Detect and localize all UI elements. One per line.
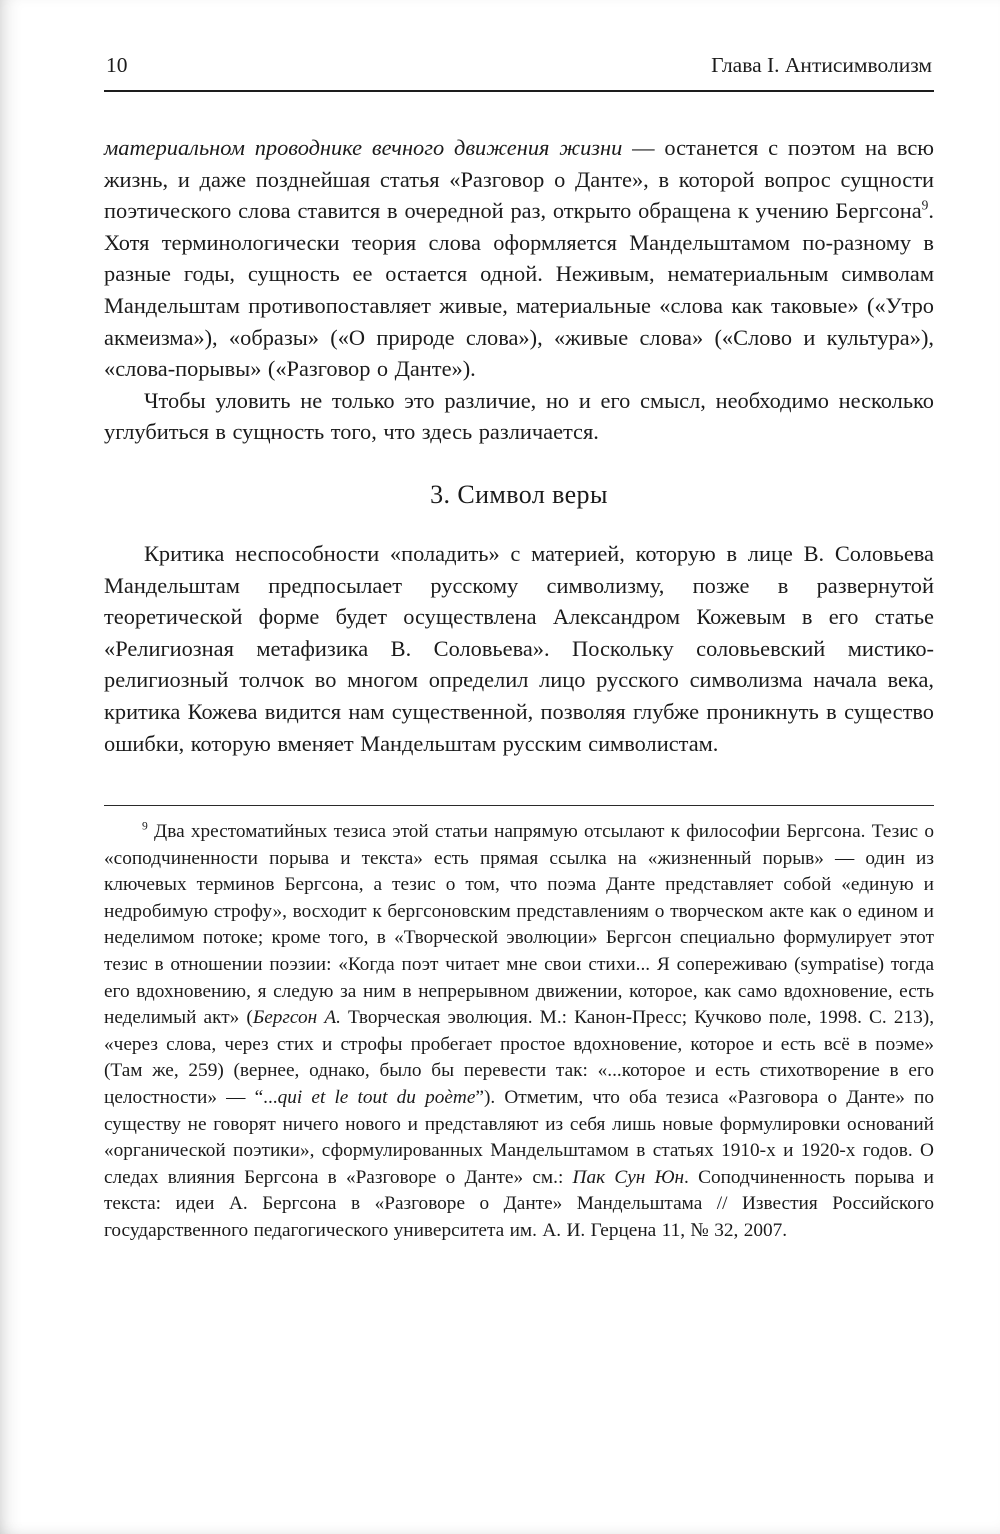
footnote-rule bbox=[104, 805, 934, 806]
italic-text-run: материальном проводнике вечного движения жизни bbox=[104, 135, 623, 160]
footnote-list bbox=[104, 819, 934, 1245]
text-run: . Хотя терминологически теория слова оформляется Мандельштамом по-разному в разные годы, сущность ее остается одной. Неживым, нематериальным символам Мандельштам противопоставляет живые, материальные «слова как таковые» («Утро акмеизма»), «образы» («О природе слова»), «живые слова» («Слово и культура»), «слова-порывы» («Разговор о Данте»). bbox=[104, 198, 934, 382]
header-rule bbox=[104, 90, 934, 92]
body-paragraph bbox=[104, 385, 934, 448]
italic-text-run: Пак Сун Юн bbox=[572, 1166, 685, 1188]
running-head bbox=[104, 52, 934, 90]
footnote bbox=[104, 819, 934, 1245]
text-run: . Соподчиненность порыва и текста: идеи А. Бергсона в «Разговоре о Данте» Мандельштама // Известия Российского государственного педагогического университета им. А. И. Герцена 11, № 32, 2007. bbox=[104, 1166, 934, 1241]
text-run: — останется с поэтом на всю жизнь, и даже позднейшая статья «Разговор о Данте», в которой вопрос сущности поэтического слова ставится в очередной раз, открыто обращена к учению Бергсона bbox=[104, 135, 934, 224]
section-heading: 3. Символ веры bbox=[430, 479, 608, 509]
body-paragraph bbox=[104, 132, 934, 385]
page-body bbox=[104, 132, 934, 759]
text-run: Творческая эволюция. М.: Канон-Пресс; Кучково поле, 1998. С. 213), «через слова, через стих и строфы пробегает простое вдохновение, которое и есть всё в поэме» (Там же, 259) (вернее, однако, было бы перевести так: «...которое и есть стихотворение в его целостности» — “... bbox=[104, 1007, 935, 1109]
page-number: 10 bbox=[106, 53, 128, 77]
chapter-header: Глава I. Антисимволизм bbox=[711, 53, 932, 77]
text-run: ”). Отметим, что оба тезиса «Разговора о Данте» по существу не говорят ничего нового и представляют из себя лишь новые формулировки оснований «органической поэтики», сформулированных Мандельштамом в статьях 1910-х и 1920-х годов. О следах влияния Бергсона в «Разговоре о Данте» см.: bbox=[104, 1087, 934, 1188]
body-paragraph bbox=[104, 538, 934, 759]
footnote-section bbox=[104, 805, 934, 1245]
footnote-marker: 9 bbox=[142, 819, 148, 833]
text-run: Два хрестоматийных тезиса этой статьи напрямую отсылают к философии Бергсона. Тезис о «соподчиненности порыва и текста» есть прямая ссылка на «жизненный порыв» — один из ключевых терминов Бергсона, а тезис о том, что поэма Данте представляет собой «единую и недробимую строфу», восходит к бергсоновским представлениям о творческом акте как о едином и неделимом потоке; кроме того, в «Творческой эволюции» Бергсон специально формулирует этот тезис в отношении поэзии: «Когда поэт читает мне свои стихи... Я сопереживаю (sympatise) тогда его вдохновению, я следую за ним в непрерывном движении, которое, как само вдохновение, есть неделимый акт» ( bbox=[104, 821, 934, 1029]
footnote-reference: 9 bbox=[921, 197, 929, 213]
italic-text-run: qui et le tout du poème bbox=[277, 1087, 476, 1109]
text-run: Чтобы уловить не только это различие, но и его смысл, необходимо несколько углубиться в сущность того, что здесь различается. bbox=[104, 387, 934, 445]
italic-text-run: Бергсон А. bbox=[252, 1007, 341, 1029]
text-run: Критика неспособности «поладить» с материей, которую в лице В. Соловьева Мандельштам предпосылает русскому символизму, позже в развернутой теоретической форме будет осуществлена Александром Кожевым в его статье «Религиозная метафизика В. Соловьева». Поскольку соловьевский мистико-религиозный толчок во многом определил лицо русского символизма начала века, критика Кожева видится нам существенной, позволяя глубже проникнуть в существо ошибки, которую вменяет Мандельштам русским символистам. bbox=[104, 540, 934, 756]
